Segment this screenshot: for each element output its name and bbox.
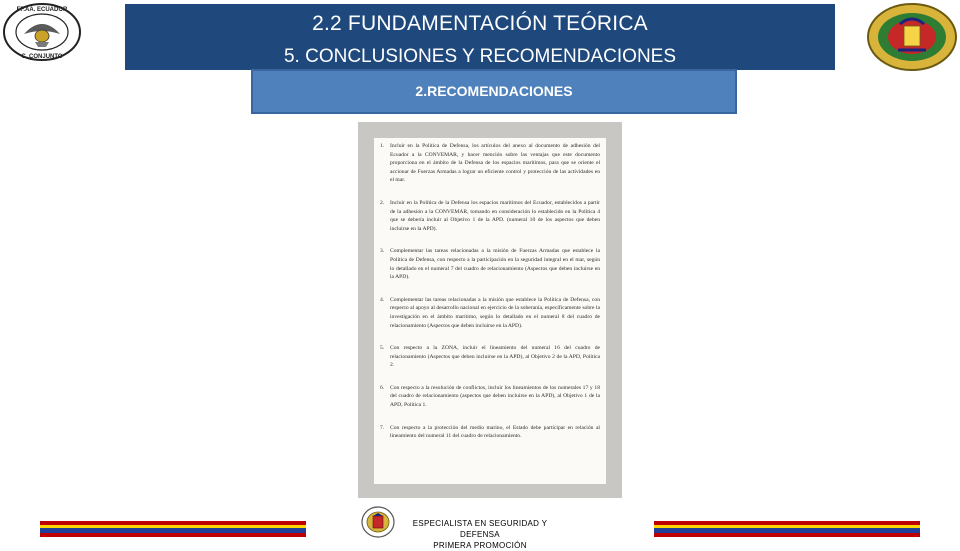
instituto-guerra-logo [866,2,958,72]
document-page [374,138,606,484]
flag-stripe-right [654,521,920,537]
item-number: 1. [380,143,385,149]
item-number: 7. [380,424,385,431]
footer-line-2: PRIMERA PROMOCIÓN [433,541,527,550]
item-number: 6. [380,384,385,391]
footer-line-1: ESPECIALISTA EN SEGURIDAD Y DEFENSA [412,519,548,539]
footer-emblem-logo [360,505,396,539]
list-item [380,384,600,410]
item-number: 2. [380,199,385,206]
item-text: Incluir en la Política de Defensa, los artículos del anexo al documento de adhesión del Ecuador a la CONVEMAR, y hacer mención sobre las ventajas que este documento proporciona en el ámbito de la Defensa de los espacios marítimos, para que se oriente el accionar de Fuerzas Armadas a lograr un eficiente control y protección de las actividades en el mar. [390,143,600,184]
svg-text:FF.AA. ECUADOR: FF.AA. ECUADOR [16,7,68,13]
item-text: Con respecto a la ZONA, incluir el lineamiento del numeral 16 del cuadro de relacionamiento (Aspectos que deben incluirse en la APD), al Objetivo 2 de la APD, Política 2. [390,345,600,369]
list-item [380,247,600,281]
scanned-document [358,122,622,498]
item-text: Con respecto a la resolución de conflictos, incluir los lineamientos de los numerales 17 y 18 del cuadro de relacionamiento (aspectos que deben incluirse en la APD), al Objetivo 1 de la APD, Política 1. [390,384,600,409]
item-number: 3. [380,248,385,255]
recommendations-list [380,142,600,455]
footer-caption [400,518,560,551]
item-text: Complementar las tareas relacionadas a la misión que establece la Política de Defensa, con respecto al apoyo al desarrollo nacional en ejercicio de la soberanía, específicamente sobre la investigación en el ámbito marítimo, según lo detallado en el numeral 8 del cuadro de relacionamiento (Aspectos que deben incluirse en la APD). [390,296,600,329]
page-title: 2.2 FUNDAMENTACIÓN TEÓRICA [312,12,648,35]
item-number: 5. [380,345,385,352]
item-text: Con respecto a la protección del medio marino, el Estado debe participar en relación al lineamiento del numeral 11 del cuadro de relacionamiento. [390,424,600,440]
list-item [380,296,600,330]
item-number: 4. [380,296,385,303]
item-text: Complementar las tareas relacionadas a la misión de Fuerzas Armadas que establece la Política de Defensa, con respecto a la participación en la seguridad integral en el mar, según lo detallado en el numeral 7 del cuadro de relacionamiento (Aspectos que deben incluirse en la APD). [390,248,600,281]
flag-stripe-left [40,521,306,537]
list-item [380,344,600,370]
comando-conjunto-logo [2,2,82,62]
section-label: 2.RECOMENDACIONES [251,69,737,114]
svg-text:C. CONJUNTO: C. CONJUNTO [21,54,63,60]
list-item [380,199,600,233]
list-item [380,424,600,441]
header-banner [125,4,835,70]
item-text: Incluir en la Política de la Defensa los espacios marítimos del Ecuador, establecidos a partir de la adhesión a la CONVEMAR, tomando en consideración lo establecido en la Política 4 que se debería incluir al Objetivo 1 de la APD. (numeral 10 de los aspectos que deben incluirse en la APD). [390,199,600,232]
page-subtitle: 5. CONCLUSIONES Y RECOMENDACIONES [283,46,677,67]
list-item [380,142,600,185]
